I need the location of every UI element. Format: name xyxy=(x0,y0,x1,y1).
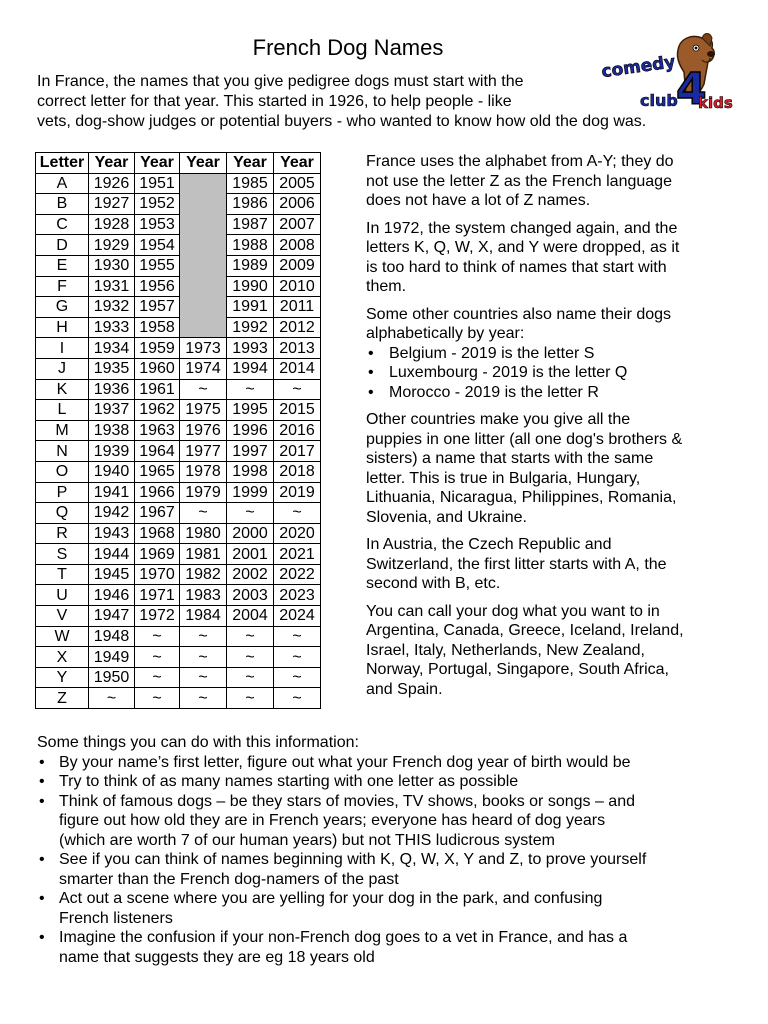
year-cell: 1936 xyxy=(89,379,135,400)
year-cell: 1963 xyxy=(135,420,180,441)
letter-cell: G xyxy=(36,297,89,318)
system-change-paragraph: In 1972, the system changed again, and the letters K, Q, W, X, and Y were dropped, as it is too hard to think of names that start with them. xyxy=(366,219,680,295)
year-cell: 1986 xyxy=(227,194,274,215)
table-row xyxy=(36,214,321,235)
year-cell: 1938 xyxy=(89,420,135,441)
year-cell: 1981 xyxy=(180,544,227,565)
table-row xyxy=(36,400,321,421)
year-cell: 1932 xyxy=(89,297,135,318)
year-cell: 1956 xyxy=(135,276,180,297)
year-cell: 2019 xyxy=(274,482,321,503)
year-cell: 1966 xyxy=(135,482,180,503)
column-header: Letter xyxy=(36,153,89,174)
year-cell: 2018 xyxy=(274,461,321,482)
year-cell: 1941 xyxy=(89,482,135,503)
year-cell: 1959 xyxy=(135,338,180,359)
year-cell: 1967 xyxy=(135,503,180,524)
table-row xyxy=(36,194,321,215)
list-item xyxy=(37,850,752,889)
year-cell: 2006 xyxy=(274,194,321,215)
year-cell: 1958 xyxy=(135,317,180,338)
table-row xyxy=(36,441,321,462)
page-title: French Dog Names xyxy=(252,35,444,60)
letter-cell: K xyxy=(36,379,89,400)
year-cell: 2000 xyxy=(227,523,274,544)
year-cell: 1954 xyxy=(135,235,180,256)
year-cell: 1987 xyxy=(227,214,274,235)
year-cell: ~ xyxy=(180,688,227,709)
svg-text:club: club xyxy=(640,91,678,110)
year-cell: 1931 xyxy=(89,276,135,297)
alphabet-paragraph: France uses the alphabet from A-Y; they do not use the letter Z as the French language does not have a lot of Z names. xyxy=(366,153,674,209)
letter-cell: R xyxy=(36,523,89,544)
year-cell: 1946 xyxy=(89,585,135,606)
year-cell: 2010 xyxy=(274,276,321,297)
year-cell: 2004 xyxy=(227,606,274,627)
table-row xyxy=(36,235,321,256)
year-cell: 2017 xyxy=(274,441,321,462)
list-item-line: name that suggests they are eg 18 years old xyxy=(59,948,375,966)
letter-cell: M xyxy=(36,420,89,441)
year-cell: 2011 xyxy=(274,297,321,318)
year-cell: 1926 xyxy=(89,173,135,194)
year-cell: 1935 xyxy=(89,358,135,379)
table-row xyxy=(36,173,321,194)
list-item-line: • Act out a scene where you are yelling for your dog in the park, and confusing xyxy=(59,890,603,907)
year-cell: 2002 xyxy=(227,564,274,585)
year-cell: 1997 xyxy=(227,441,274,462)
table-row xyxy=(36,585,321,606)
year-cell: 1933 xyxy=(89,317,135,338)
year-cell: 1974 xyxy=(180,358,227,379)
letter-cell: D xyxy=(36,235,89,256)
year-cell xyxy=(180,317,227,338)
year-cell: ~ xyxy=(274,379,321,400)
year-cell: 2014 xyxy=(274,358,321,379)
year-cell: 1972 xyxy=(135,606,180,627)
letter-cell: V xyxy=(36,606,89,627)
list-item xyxy=(37,772,752,792)
table-row xyxy=(36,297,321,318)
letter-cell: T xyxy=(36,564,89,585)
table-body xyxy=(36,173,321,708)
year-cell: 1929 xyxy=(89,235,135,256)
year-cell: ~ xyxy=(89,688,135,709)
letter-cell: J xyxy=(36,358,89,379)
letter-cell: C xyxy=(36,214,89,235)
letter-cell: X xyxy=(36,647,89,668)
letter-cell: B xyxy=(36,194,89,215)
year-cell: ~ xyxy=(274,667,321,688)
list-item xyxy=(37,928,752,967)
table-row xyxy=(36,688,321,709)
table-header-row xyxy=(36,153,321,174)
year-cell xyxy=(180,214,227,235)
year-cell: 1969 xyxy=(135,544,180,565)
column-header: Year xyxy=(227,153,274,174)
year-cell: 2020 xyxy=(274,523,321,544)
year-cell: 1970 xyxy=(135,564,180,585)
comedy-club-4-kids-logo xyxy=(600,32,733,115)
year-cell: 1950 xyxy=(89,667,135,688)
year-cell: 1943 xyxy=(89,523,135,544)
free-naming-paragraph: You can call your dog what you want to in Argentina, Canada, Greece, Iceland, Ireland, Israel, Italy, Netherlands, New Zealand, Norway, Portugal, Singapore, South Africa, and Spain. xyxy=(366,602,684,698)
year-cell: 1977 xyxy=(180,441,227,462)
year-cell: 1939 xyxy=(89,441,135,462)
letter-cell: I xyxy=(36,338,89,359)
year-cell: ~ xyxy=(274,647,321,668)
year-cell: 1990 xyxy=(227,276,274,297)
year-cell: 1951 xyxy=(135,173,180,194)
year-cell: ~ xyxy=(274,688,321,709)
year-cell: 2005 xyxy=(274,173,321,194)
year-cell: 1942 xyxy=(89,503,135,524)
column-header: Year xyxy=(180,153,227,174)
year-cell xyxy=(180,235,227,256)
letter-cell: Q xyxy=(36,503,89,524)
letter-cell: Z xyxy=(36,688,89,709)
year-cell xyxy=(180,255,227,276)
year-cell: 1992 xyxy=(227,317,274,338)
austria-paragraph: In Austria, the Czech Republic and Switzerland, the first litter starts with A, the second with B, etc. xyxy=(366,536,667,592)
table-row xyxy=(36,461,321,482)
table-row xyxy=(36,420,321,441)
year-cell xyxy=(180,297,227,318)
year-cell: 2007 xyxy=(274,214,321,235)
list-item-line: (which are worth 7 of our human years) but not THIS ludicrous system xyxy=(59,831,555,849)
year-cell: ~ xyxy=(227,626,274,647)
table-row xyxy=(36,606,321,627)
table-row xyxy=(36,667,321,688)
year-cell: 1973 xyxy=(180,338,227,359)
year-cell xyxy=(180,276,227,297)
year-cell: 1988 xyxy=(227,235,274,256)
year-cell: 1960 xyxy=(135,358,180,379)
intro-line: vets, dog-show judges or potential buyers - who wanted to know how old the dog was. xyxy=(37,113,647,130)
year-cell: 2022 xyxy=(274,564,321,585)
list-item-line: • Try to think of as many names starting with one letter as possible xyxy=(59,773,519,790)
year-cell: 2021 xyxy=(274,544,321,565)
year-cell: 2001 xyxy=(227,544,274,565)
year-cell: 2012 xyxy=(274,317,321,338)
year-cell: 1998 xyxy=(227,461,274,482)
year-cell: ~ xyxy=(227,503,274,524)
year-cell: ~ xyxy=(180,647,227,668)
year-cell: 2003 xyxy=(227,585,274,606)
year-cell: 2015 xyxy=(274,400,321,421)
year-cell: 1991 xyxy=(227,297,274,318)
year-cell: 1979 xyxy=(180,482,227,503)
activities-list xyxy=(37,753,752,968)
year-cell: 1928 xyxy=(89,214,135,235)
list-item-line: • See if you can think of names beginning with K, Q, W, X, Y and Z, to prove yourself xyxy=(59,851,647,868)
year-cell: ~ xyxy=(135,688,180,709)
year-cell xyxy=(180,173,227,194)
table-row xyxy=(36,647,321,668)
svg-text:comedy: comedy xyxy=(600,52,677,83)
year-cell: 1978 xyxy=(180,461,227,482)
year-cell: ~ xyxy=(274,503,321,524)
intro-line: correct letter for that year. This started in 1926, to help people - like xyxy=(37,93,512,110)
year-cell: 1985 xyxy=(227,173,274,194)
list-item-line: • By your name’s first letter, figure out what your French dog year of birth would be xyxy=(59,753,631,771)
table-row xyxy=(36,255,321,276)
letter-cell: E xyxy=(36,255,89,276)
year-cell: 1984 xyxy=(180,606,227,627)
year-cell: 2016 xyxy=(274,420,321,441)
year-cell: ~ xyxy=(227,379,274,400)
letter-cell: A xyxy=(36,173,89,194)
list-item-line: smarter than the French dog-namers of the past xyxy=(59,870,399,888)
table-row xyxy=(36,523,321,544)
year-cell: 1949 xyxy=(89,647,135,668)
year-cell: 1975 xyxy=(180,400,227,421)
year-cell: 1961 xyxy=(135,379,180,400)
letter-cell: H xyxy=(36,317,89,338)
year-cell: 1989 xyxy=(227,255,274,276)
list-item: • Belgium - 2019 is the letter S xyxy=(366,344,746,364)
svg-text:kids: kids xyxy=(698,94,733,112)
year-cell: 1934 xyxy=(89,338,135,359)
year-cell: 1996 xyxy=(227,420,274,441)
year-cell: 1940 xyxy=(89,461,135,482)
other-countries-paragraph: Some other countries also name their dogs alphabetically by year: xyxy=(366,305,672,342)
year-cell: 1995 xyxy=(227,400,274,421)
list-item: • Luxembourg - 2019 is the letter Q xyxy=(366,363,746,383)
activities-section xyxy=(37,733,752,967)
year-cell: 1980 xyxy=(180,523,227,544)
year-cell: 1953 xyxy=(135,214,180,235)
year-cell: ~ xyxy=(135,626,180,647)
table-row xyxy=(36,317,321,338)
year-cell: 1976 xyxy=(180,420,227,441)
year-cell: ~ xyxy=(227,647,274,668)
year-cell: 1927 xyxy=(89,194,135,215)
year-cell: 1962 xyxy=(135,400,180,421)
list-item-line: figure out how old they are in French years; everyone has heard of dog years xyxy=(59,812,606,829)
column-header: Year xyxy=(274,153,321,174)
year-cell: 1994 xyxy=(227,358,274,379)
year-cell: 1955 xyxy=(135,255,180,276)
table-row xyxy=(36,276,321,297)
year-cell: 1968 xyxy=(135,523,180,544)
year-cell: 1982 xyxy=(180,564,227,585)
year-cell: 1944 xyxy=(89,544,135,565)
table-row xyxy=(36,626,321,647)
list-item-line: • Imagine the confusion if your non-French dog goes to a vet in France, and has a xyxy=(59,929,628,946)
year-cell: ~ xyxy=(180,379,227,400)
year-cell: 2023 xyxy=(274,585,321,606)
year-cell: 1937 xyxy=(89,400,135,421)
list-item-line: French listeners xyxy=(59,909,173,927)
year-cell: 1945 xyxy=(89,564,135,585)
year-cell xyxy=(180,194,227,215)
year-cell: 1971 xyxy=(135,585,180,606)
letter-cell: Y xyxy=(36,667,89,688)
year-cell: 1957 xyxy=(135,297,180,318)
year-cell: 2024 xyxy=(274,606,321,627)
letter-cell: U xyxy=(36,585,89,606)
svg-text:4: 4 xyxy=(676,64,707,115)
year-cell: ~ xyxy=(227,667,274,688)
letter-cell: W xyxy=(36,626,89,647)
year-cell: 1983 xyxy=(180,585,227,606)
table-row xyxy=(36,503,321,524)
letter-cell: L xyxy=(36,400,89,421)
year-cell: 1952 xyxy=(135,194,180,215)
year-cell: 1999 xyxy=(227,482,274,503)
year-cell: 1947 xyxy=(89,606,135,627)
countries-list xyxy=(366,344,746,403)
list-item: • Morocco - 2019 is the letter R xyxy=(366,383,746,403)
year-cell: 2008 xyxy=(274,235,321,256)
year-cell: 1964 xyxy=(135,441,180,462)
intro-line: In France, the names that you give pedigree dogs must start with the xyxy=(37,73,524,90)
letter-cell: O xyxy=(36,461,89,482)
year-cell: ~ xyxy=(135,667,180,688)
list-item xyxy=(37,889,752,928)
year-cell: 1948 xyxy=(89,626,135,647)
letter-cell: F xyxy=(36,276,89,297)
activities-intro: Some things you can do with this information: xyxy=(37,734,359,751)
table-row xyxy=(36,338,321,359)
litter-paragraph: Other countries make you give all the puppies in one litter (all one dog's brothers & sisters) a name that starts with the same letter. This is true in Bulgaria, Hungary, Lithuania, Nicaragua, Philippines, Romania, Slovenia, and Ukraine. xyxy=(366,411,683,526)
table-row xyxy=(36,379,321,400)
table-row xyxy=(36,544,321,565)
year-cell: 2009 xyxy=(274,255,321,276)
column-header: Year xyxy=(89,153,135,174)
table-row xyxy=(36,358,321,379)
table-row xyxy=(36,482,321,503)
list-item xyxy=(37,792,752,851)
year-cell: ~ xyxy=(274,626,321,647)
letter-cell: P xyxy=(36,482,89,503)
letter-year-table xyxy=(35,152,321,709)
list-item xyxy=(37,753,752,773)
year-cell: 2013 xyxy=(274,338,321,359)
list-item-line: • Think of famous dogs – be they stars of movies, TV shows, books or songs – and xyxy=(59,792,635,810)
year-cell: ~ xyxy=(180,626,227,647)
year-cell: 1993 xyxy=(227,338,274,359)
year-cell: ~ xyxy=(180,667,227,688)
year-cell: 1930 xyxy=(89,255,135,276)
right-column xyxy=(366,152,746,707)
column-header: Year xyxy=(135,153,180,174)
letter-cell: S xyxy=(36,544,89,565)
letter-cell: N xyxy=(36,441,89,462)
year-cell: ~ xyxy=(135,647,180,668)
table-row xyxy=(36,564,321,585)
year-cell: ~ xyxy=(180,503,227,524)
year-cell: 1965 xyxy=(135,461,180,482)
year-cell: ~ xyxy=(227,688,274,709)
